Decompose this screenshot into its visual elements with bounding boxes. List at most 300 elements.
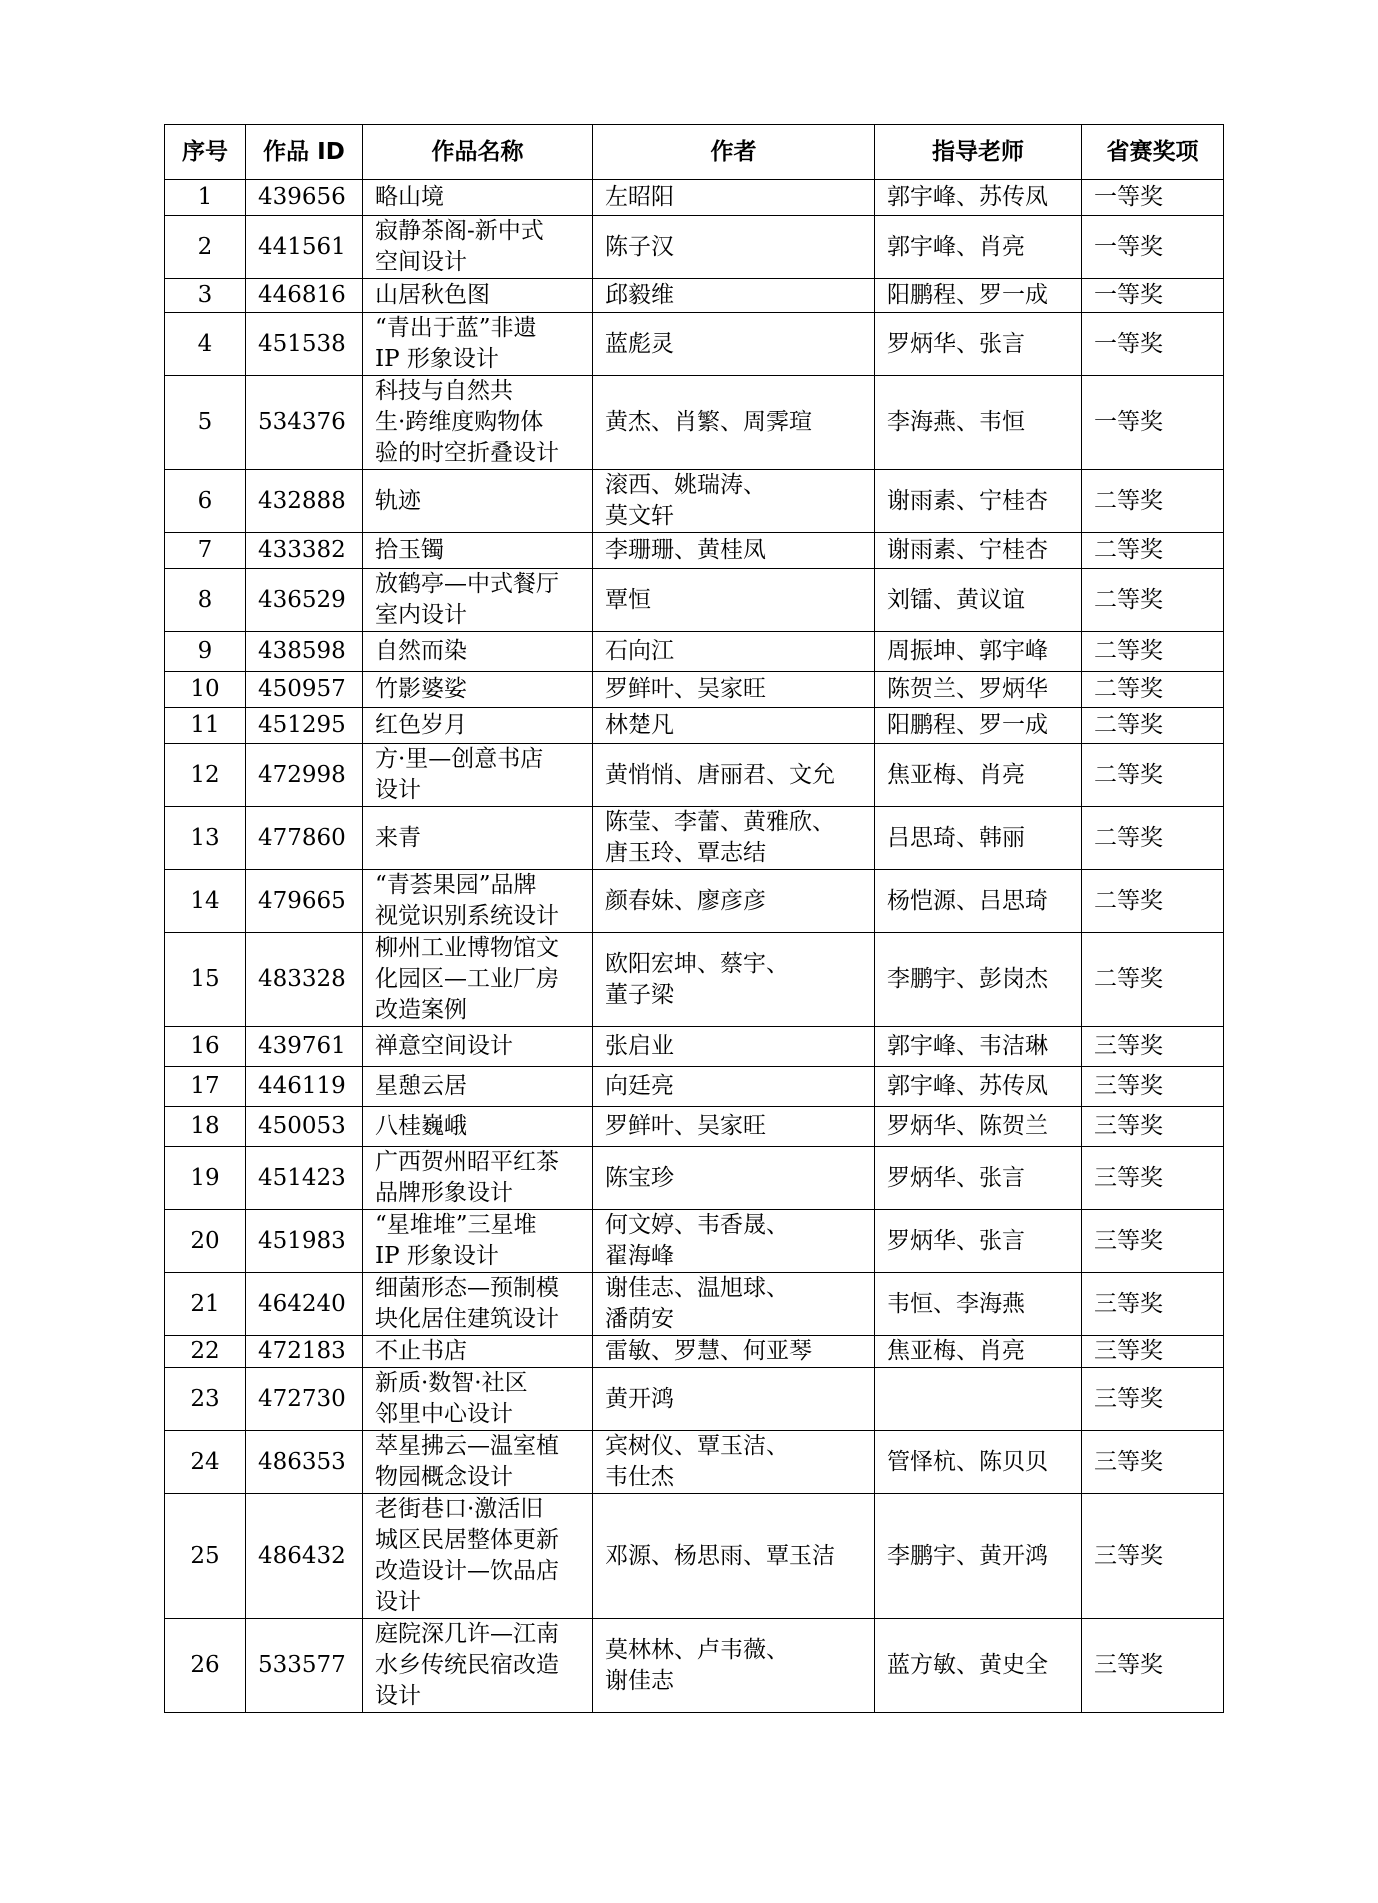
cell-award bbox=[1082, 708, 1224, 744]
cell-author bbox=[593, 470, 875, 533]
cell-award-text: 三等奖 bbox=[1094, 1385, 1163, 1412]
cell-serial-number bbox=[165, 533, 246, 569]
cell-serial-number bbox=[165, 1619, 246, 1713]
cell-work-name bbox=[363, 1210, 593, 1273]
cell-serial-number-text: 2 bbox=[197, 233, 213, 260]
cell-work-name bbox=[363, 1067, 593, 1107]
cell-work-id-text: 450053 bbox=[258, 1113, 346, 1139]
cell-award-text: 一等奖 bbox=[1094, 409, 1163, 435]
cell-author bbox=[593, 1107, 875, 1147]
cell-author-text: 陈子汉 bbox=[605, 233, 674, 260]
cell-award-text: 三等奖 bbox=[1094, 1290, 1163, 1317]
cell-award-text: 三等奖 bbox=[1094, 1033, 1163, 1059]
cell-author bbox=[593, 744, 875, 807]
table-row bbox=[165, 569, 1224, 632]
cell-advisor-text: 管怿杭、陈贝贝 bbox=[887, 1448, 1048, 1475]
header-award: 省赛奖项 bbox=[1082, 125, 1224, 180]
cell-award bbox=[1082, 1273, 1224, 1336]
cell-author bbox=[593, 216, 875, 279]
cell-award bbox=[1082, 313, 1224, 376]
table-row bbox=[165, 632, 1224, 672]
cell-author-text: 黄杰、肖繁、周霁瑄 bbox=[605, 409, 812, 435]
cell-award-text: 一等奖 bbox=[1094, 330, 1163, 357]
cell-author bbox=[593, 1368, 875, 1431]
cell-advisor bbox=[875, 1067, 1082, 1107]
cell-serial-number-text: 25 bbox=[190, 1542, 220, 1569]
cell-award-text: 二等奖 bbox=[1094, 487, 1163, 514]
table-row bbox=[165, 1273, 1224, 1336]
cell-serial-number-text: 12 bbox=[190, 761, 220, 788]
cell-award-text: 二等奖 bbox=[1094, 966, 1163, 992]
cell-serial-number-text: 11 bbox=[190, 712, 220, 738]
cell-work-id-text: 446816 bbox=[258, 282, 346, 308]
cell-advisor bbox=[875, 632, 1082, 672]
cell-author bbox=[593, 313, 875, 376]
cell-advisor-text: 韦恒、李海燕 bbox=[887, 1290, 1025, 1317]
cell-author bbox=[593, 569, 875, 632]
cell-work-name-text: 细菌形态—预制模 块化居住建筑设计 bbox=[375, 1275, 559, 1332]
cell-advisor-text: 郭宇峰、韦洁琳 bbox=[887, 1033, 1048, 1059]
cell-author-text: 黄开鸿 bbox=[605, 1385, 674, 1412]
header-row bbox=[165, 125, 1224, 180]
table-row bbox=[165, 933, 1224, 1027]
cell-author-text: 莫林林、卢韦薇、 谢佳志 bbox=[605, 1636, 789, 1694]
cell-work-name-text: 老街巷口·激活旧 城区民居整体更新 改造设计—饮品店 设计 bbox=[375, 1496, 559, 1615]
cell-author bbox=[593, 1494, 875, 1619]
cell-author-text: 欧阳宏坤、蔡宇、 董子梁 bbox=[605, 950, 789, 1008]
cell-serial-number bbox=[165, 708, 246, 744]
cell-award bbox=[1082, 216, 1224, 279]
cell-author bbox=[593, 1336, 875, 1368]
cell-work-id-text: 486353 bbox=[258, 1448, 346, 1475]
header-advisor: 指导老师 bbox=[875, 125, 1082, 180]
cell-work-id bbox=[246, 180, 363, 216]
cell-work-name-text: 山居秋色图 bbox=[375, 282, 490, 308]
cell-work-id bbox=[246, 279, 363, 313]
cell-work-id-text: 472183 bbox=[258, 1338, 346, 1364]
cell-work-id bbox=[246, 1494, 363, 1619]
cell-author bbox=[593, 708, 875, 744]
cell-work-name bbox=[363, 1431, 593, 1494]
cell-work-id bbox=[246, 1067, 363, 1107]
cell-author-text: 邱毅维 bbox=[605, 282, 674, 308]
cell-serial-number bbox=[165, 632, 246, 672]
cell-work-id-text: 479665 bbox=[258, 887, 346, 914]
cell-advisor-text: 刘镭、黄议谊 bbox=[887, 586, 1025, 613]
cell-work-id-text: 451295 bbox=[258, 712, 346, 738]
cell-work-id-text: 432888 bbox=[258, 487, 346, 514]
table-row bbox=[165, 1431, 1224, 1494]
cell-award-text: 二等奖 bbox=[1094, 824, 1163, 851]
cell-serial-number bbox=[165, 744, 246, 807]
cell-serial-number bbox=[165, 1210, 246, 1273]
cell-award-text: 三等奖 bbox=[1094, 1227, 1163, 1254]
cell-advisor-text: 谢雨素、宁桂杏 bbox=[887, 537, 1048, 563]
cell-work-name-text: 略山境 bbox=[375, 184, 444, 210]
cell-work-name bbox=[363, 933, 593, 1027]
cell-advisor-text: 吕思琦、韩丽 bbox=[887, 824, 1025, 851]
cell-work-name-text: 放鹤亭—中式餐厅 室内设计 bbox=[375, 571, 559, 628]
cell-serial-number-text: 26 bbox=[190, 1652, 220, 1678]
cell-advisor-text: 罗炳华、张言 bbox=[887, 1227, 1025, 1254]
cell-award bbox=[1082, 1107, 1224, 1147]
cell-author-text: 张启业 bbox=[605, 1033, 674, 1059]
cell-work-name bbox=[363, 1107, 593, 1147]
cell-serial-number-text: 23 bbox=[190, 1385, 220, 1412]
cell-work-id bbox=[246, 313, 363, 376]
cell-award-text: 二等奖 bbox=[1094, 586, 1163, 613]
cell-advisor bbox=[875, 470, 1082, 533]
cell-award bbox=[1082, 1431, 1224, 1494]
cell-serial-number-text: 14 bbox=[190, 887, 220, 914]
cell-work-name bbox=[363, 1336, 593, 1368]
cell-advisor-text: 焦亚梅、肖亮 bbox=[887, 761, 1025, 788]
cell-award-text: 三等奖 bbox=[1094, 1073, 1163, 1099]
cell-work-id-text: 451983 bbox=[258, 1227, 346, 1254]
cell-work-id bbox=[246, 470, 363, 533]
cell-work-id-text: 451423 bbox=[258, 1164, 346, 1191]
cell-work-id bbox=[246, 1107, 363, 1147]
table-row bbox=[165, 1210, 1224, 1273]
cell-serial-number bbox=[165, 1494, 246, 1619]
cell-author-text: 陈莹、李蕾、黄雅欣、 唐玉玲、覃志结 bbox=[605, 809, 835, 866]
cell-author-text: 石向江 bbox=[605, 638, 674, 664]
cell-work-id bbox=[246, 933, 363, 1027]
cell-serial-number-text: 5 bbox=[197, 409, 213, 435]
cell-work-id bbox=[246, 533, 363, 569]
cell-work-name-text: 不止书店 bbox=[375, 1338, 467, 1364]
cell-serial-number bbox=[165, 1107, 246, 1147]
cell-work-name-text: 自然而染 bbox=[375, 638, 467, 664]
cell-work-name-text: 萃星拂云—温室植 物园概念设计 bbox=[375, 1433, 559, 1490]
cell-author-text: 李珊珊、黄桂凤 bbox=[605, 537, 766, 563]
cell-advisor bbox=[875, 1336, 1082, 1368]
cell-work-name bbox=[363, 1027, 593, 1067]
cell-author-text: 罗鲜叶、吴家旺 bbox=[605, 676, 766, 702]
cell-serial-number bbox=[165, 279, 246, 313]
cell-author-text: 蓝彪灵 bbox=[605, 330, 674, 357]
cell-author-text: 滚西、姚瑞涛、 莫文轩 bbox=[605, 472, 766, 529]
cell-work-id-text: 441561 bbox=[258, 233, 346, 260]
cell-advisor-text: 蓝方敏、黄史全 bbox=[887, 1652, 1048, 1678]
cell-work-id-text: 477860 bbox=[258, 824, 346, 851]
cell-award-text: 三等奖 bbox=[1094, 1113, 1163, 1139]
cell-award-text: 二等奖 bbox=[1094, 537, 1163, 563]
cell-work-name-text: 方·里—创意书店 设计 bbox=[375, 746, 544, 803]
cell-work-name bbox=[363, 533, 593, 569]
cell-award-text: 三等奖 bbox=[1094, 1652, 1163, 1678]
cell-work-name bbox=[363, 313, 593, 376]
table-header bbox=[165, 125, 1224, 180]
cell-author bbox=[593, 870, 875, 933]
cell-work-name-text: 轨迹 bbox=[375, 487, 421, 514]
cell-serial-number bbox=[165, 1067, 246, 1107]
cell-work-name bbox=[363, 1619, 593, 1713]
cell-award-text: 二等奖 bbox=[1094, 676, 1163, 702]
cell-advisor-text: 阳鹏程、罗一成 bbox=[887, 282, 1048, 308]
cell-work-id-text: 472730 bbox=[258, 1385, 346, 1412]
table-row bbox=[165, 376, 1224, 470]
cell-author-text: 宾树仪、覃玉洁、 韦仕杰 bbox=[605, 1433, 789, 1490]
cell-advisor-text: 罗炳华、陈贺兰 bbox=[887, 1113, 1048, 1139]
table-row bbox=[165, 216, 1224, 279]
cell-author-text: 谢佳志、温旭球、 潘荫安 bbox=[605, 1275, 789, 1332]
cell-work-name bbox=[363, 807, 593, 870]
table-row bbox=[165, 470, 1224, 533]
cell-advisor bbox=[875, 1107, 1082, 1147]
cell-serial-number bbox=[165, 807, 246, 870]
cell-award bbox=[1082, 807, 1224, 870]
cell-advisor bbox=[875, 672, 1082, 708]
cell-author bbox=[593, 1210, 875, 1273]
cell-award bbox=[1082, 569, 1224, 632]
cell-award bbox=[1082, 672, 1224, 708]
table-row bbox=[165, 180, 1224, 216]
cell-work-id bbox=[246, 632, 363, 672]
cell-work-name-text: 广西贺州昭平红茶 品牌形象设计 bbox=[375, 1149, 559, 1206]
cell-serial-number-text: 4 bbox=[197, 330, 213, 357]
cell-work-name bbox=[363, 180, 593, 216]
cell-serial-number bbox=[165, 313, 246, 376]
cell-work-name bbox=[363, 632, 593, 672]
table-row bbox=[165, 1107, 1224, 1147]
header-serial-number: 序号 bbox=[165, 125, 246, 180]
cell-work-name bbox=[363, 1273, 593, 1336]
cell-work-id bbox=[246, 708, 363, 744]
cell-author bbox=[593, 180, 875, 216]
cell-serial-number bbox=[165, 1336, 246, 1368]
cell-serial-number-text: 22 bbox=[190, 1338, 220, 1364]
table-row bbox=[165, 313, 1224, 376]
cell-work-name bbox=[363, 569, 593, 632]
cell-author-text: 向廷亮 bbox=[605, 1073, 674, 1099]
cell-work-name-text: “星堆堆”三星堆 IP 形象设计 bbox=[375, 1212, 537, 1269]
cell-work-id bbox=[246, 216, 363, 279]
cell-serial-number bbox=[165, 216, 246, 279]
cell-advisor bbox=[875, 1027, 1082, 1067]
cell-serial-number bbox=[165, 1273, 246, 1336]
cell-award bbox=[1082, 1147, 1224, 1210]
cell-advisor bbox=[875, 313, 1082, 376]
cell-work-id bbox=[246, 870, 363, 933]
cell-author bbox=[593, 1431, 875, 1494]
table-row bbox=[165, 807, 1224, 870]
awards-table bbox=[164, 124, 1224, 1713]
cell-work-name bbox=[363, 216, 593, 279]
cell-award-text: 一等奖 bbox=[1094, 233, 1163, 260]
table-row bbox=[165, 1067, 1224, 1107]
cell-author bbox=[593, 533, 875, 569]
cell-work-id-text: 486432 bbox=[258, 1542, 346, 1569]
cell-advisor bbox=[875, 1273, 1082, 1336]
cell-author-text: 陈宝珍 bbox=[605, 1164, 674, 1191]
cell-advisor-text: 李鹏宇、彭岗杰 bbox=[887, 966, 1048, 992]
cell-advisor-text: 阳鹏程、罗一成 bbox=[887, 712, 1048, 738]
cell-serial-number-text: 1 bbox=[197, 184, 213, 210]
cell-serial-number-text: 9 bbox=[197, 638, 213, 664]
cell-serial-number-text: 8 bbox=[197, 586, 213, 613]
cell-serial-number-text: 24 bbox=[190, 1448, 220, 1475]
cell-author-text: 雷敏、罗慧、何亚琴 bbox=[605, 1338, 812, 1364]
cell-author bbox=[593, 632, 875, 672]
cell-work-id bbox=[246, 1027, 363, 1067]
cell-work-id-text: 433382 bbox=[258, 537, 346, 563]
cell-work-name bbox=[363, 870, 593, 933]
cell-work-name-text: 庭院深几许—江南 水乡传统民宿改造 设计 bbox=[375, 1621, 559, 1709]
cell-advisor bbox=[875, 870, 1082, 933]
cell-work-name-text: 红色岁月 bbox=[375, 712, 467, 738]
cell-author bbox=[593, 933, 875, 1027]
cell-award-text: 三等奖 bbox=[1094, 1164, 1163, 1191]
table-row bbox=[165, 1619, 1224, 1713]
cell-author bbox=[593, 672, 875, 708]
cell-work-id bbox=[246, 1336, 363, 1368]
cell-award bbox=[1082, 533, 1224, 569]
cell-author-text: 覃恒 bbox=[605, 586, 651, 613]
cell-serial-number-text: 21 bbox=[190, 1290, 220, 1317]
cell-advisor-text: 李海燕、韦恒 bbox=[887, 409, 1025, 435]
cell-work-id-text: 438598 bbox=[258, 638, 346, 664]
cell-advisor bbox=[875, 533, 1082, 569]
table-row bbox=[165, 533, 1224, 569]
cell-work-name bbox=[363, 470, 593, 533]
cell-work-id-text: 450957 bbox=[258, 676, 346, 702]
cell-serial-number bbox=[165, 180, 246, 216]
header-author: 作者 bbox=[593, 125, 875, 180]
cell-advisor-text: 郭宇峰、苏传凤 bbox=[887, 1073, 1048, 1099]
cell-work-id-text: 451538 bbox=[258, 330, 346, 357]
table-row bbox=[165, 1368, 1224, 1431]
cell-serial-number bbox=[165, 470, 246, 533]
cell-serial-number bbox=[165, 569, 246, 632]
cell-award-text: 二等奖 bbox=[1094, 712, 1163, 738]
cell-work-name-text: 新质·数智·社区 邻里中心设计 bbox=[375, 1370, 528, 1427]
cell-author-text: 罗鲜叶、吴家旺 bbox=[605, 1113, 766, 1139]
cell-serial-number-text: 3 bbox=[197, 282, 213, 308]
cell-work-id bbox=[246, 744, 363, 807]
cell-work-name bbox=[363, 1147, 593, 1210]
cell-advisor bbox=[875, 1368, 1082, 1431]
cell-work-id-text: 446119 bbox=[258, 1073, 346, 1099]
cell-award bbox=[1082, 279, 1224, 313]
cell-author-text: 邓源、杨思雨、覃玉洁 bbox=[605, 1542, 835, 1569]
cell-award bbox=[1082, 933, 1224, 1027]
cell-serial-number-text: 7 bbox=[197, 537, 213, 563]
cell-advisor bbox=[875, 1147, 1082, 1210]
cell-award-text: 三等奖 bbox=[1094, 1542, 1163, 1569]
cell-work-id-text: 472998 bbox=[258, 761, 346, 788]
cell-work-name-text: “青出于蓝”非遗 IP 形象设计 bbox=[375, 315, 537, 372]
cell-work-id bbox=[246, 807, 363, 870]
cell-serial-number-text: 20 bbox=[190, 1227, 220, 1254]
cell-advisor bbox=[875, 180, 1082, 216]
cell-work-name-text: 来青 bbox=[375, 824, 421, 851]
cell-award bbox=[1082, 870, 1224, 933]
cell-work-id-text: 439656 bbox=[258, 184, 346, 210]
cell-work-id-text: 439761 bbox=[258, 1033, 346, 1059]
cell-award-text: 三等奖 bbox=[1094, 1338, 1163, 1364]
table-row bbox=[165, 672, 1224, 708]
cell-award bbox=[1082, 180, 1224, 216]
cell-work-id-text: 464240 bbox=[258, 1290, 346, 1317]
cell-advisor bbox=[875, 569, 1082, 632]
cell-advisor bbox=[875, 1210, 1082, 1273]
header-work-name: 作品名称 bbox=[363, 125, 593, 180]
cell-award-text: 一等奖 bbox=[1094, 184, 1163, 210]
cell-serial-number bbox=[165, 1368, 246, 1431]
cell-advisor-text: 焦亚梅、肖亮 bbox=[887, 1338, 1025, 1364]
cell-serial-number bbox=[165, 1431, 246, 1494]
cell-award bbox=[1082, 744, 1224, 807]
cell-author bbox=[593, 1067, 875, 1107]
cell-work-id bbox=[246, 376, 363, 470]
cell-author bbox=[593, 1027, 875, 1067]
cell-award bbox=[1082, 1067, 1224, 1107]
cell-award-text: 三等奖 bbox=[1094, 1448, 1163, 1475]
cell-work-id bbox=[246, 569, 363, 632]
table-body bbox=[165, 180, 1224, 1713]
cell-work-id bbox=[246, 1368, 363, 1431]
table-row bbox=[165, 1494, 1224, 1619]
cell-author bbox=[593, 279, 875, 313]
cell-serial-number-text: 15 bbox=[190, 966, 220, 992]
cell-award bbox=[1082, 1619, 1224, 1713]
cell-serial-number bbox=[165, 933, 246, 1027]
cell-author-text: 颜春妹、廖彦彦 bbox=[605, 887, 766, 914]
cell-work-name-text: 拾玉镯 bbox=[375, 537, 444, 563]
cell-advisor-text: 郭宇峰、苏传凤 bbox=[887, 184, 1048, 210]
cell-work-name-text: 科技与自然共 生·跨维度购物体 验的时空折叠设计 bbox=[375, 378, 559, 466]
cell-award bbox=[1082, 470, 1224, 533]
cell-advisor bbox=[875, 933, 1082, 1027]
cell-advisor-text: 陈贺兰、罗炳华 bbox=[887, 676, 1048, 702]
cell-serial-number-text: 18 bbox=[190, 1113, 220, 1139]
cell-serial-number bbox=[165, 870, 246, 933]
cell-work-name-text: 星憩云居 bbox=[375, 1073, 467, 1099]
cell-serial-number-text: 16 bbox=[190, 1033, 220, 1059]
cell-work-id bbox=[246, 1273, 363, 1336]
cell-serial-number-text: 13 bbox=[190, 824, 220, 851]
cell-advisor bbox=[875, 807, 1082, 870]
cell-work-id-text: 483328 bbox=[258, 966, 346, 992]
cell-work-name-text: 寂静茶阁-新中式 空间设计 bbox=[375, 218, 544, 275]
cell-author-text: 黄悄悄、唐丽君、文允 bbox=[605, 761, 835, 788]
cell-advisor bbox=[875, 279, 1082, 313]
cell-work-id bbox=[246, 672, 363, 708]
cell-author bbox=[593, 376, 875, 470]
cell-work-id-text: 436529 bbox=[258, 586, 346, 613]
cell-advisor bbox=[875, 1431, 1082, 1494]
cell-advisor-text: 李鹏宇、黄开鸿 bbox=[887, 1542, 1048, 1569]
cell-serial-number-text: 19 bbox=[190, 1164, 220, 1191]
cell-award-text: 一等奖 bbox=[1094, 282, 1163, 308]
cell-award-text: 二等奖 bbox=[1094, 761, 1163, 788]
cell-author bbox=[593, 807, 875, 870]
table-row bbox=[165, 708, 1224, 744]
cell-advisor-text: 罗炳华、张言 bbox=[887, 330, 1025, 357]
cell-work-id bbox=[246, 1210, 363, 1273]
cell-work-id bbox=[246, 1431, 363, 1494]
cell-advisor-text: 郭宇峰、肖亮 bbox=[887, 233, 1025, 260]
cell-work-name bbox=[363, 279, 593, 313]
cell-advisor bbox=[875, 744, 1082, 807]
cell-award bbox=[1082, 632, 1224, 672]
cell-author bbox=[593, 1619, 875, 1713]
cell-work-name-text: 竹影婆娑 bbox=[375, 676, 467, 702]
cell-serial-number-text: 10 bbox=[190, 676, 220, 702]
table-row bbox=[165, 744, 1224, 807]
cell-work-id-text: 533577 bbox=[258, 1652, 346, 1678]
